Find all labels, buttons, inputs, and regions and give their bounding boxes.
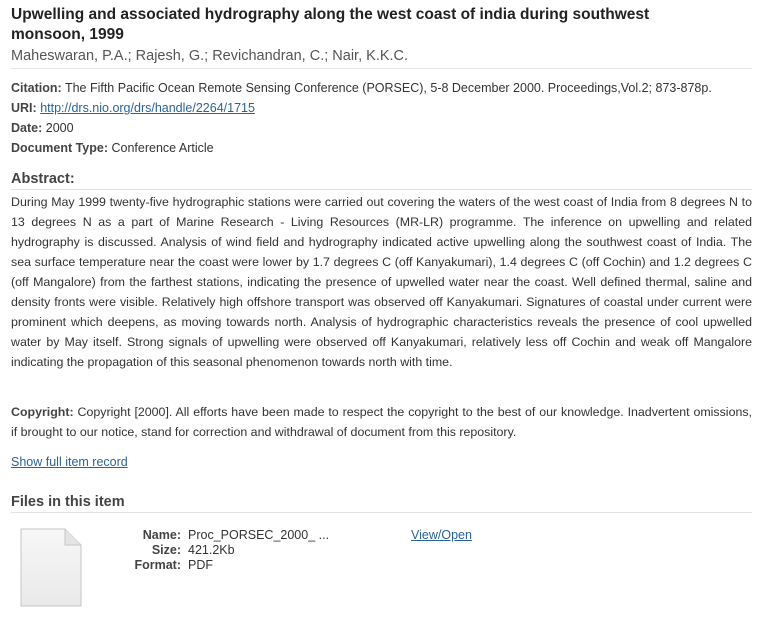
document-type-value: Conference Article bbox=[111, 141, 214, 155]
copyright-text: Copyright [2000]. All efforts have been made to respect the copyright to the best of our knowledge. Inadvertent omissions, if brought to our notice, stand for correction and withdrawal of document from this repository. bbox=[11, 405, 752, 439]
citation-label: Citation: bbox=[11, 81, 62, 95]
date-value: 2000 bbox=[45, 121, 74, 135]
file-format-value: PDF bbox=[188, 558, 213, 572]
document-type-label: Document Type: bbox=[11, 141, 108, 155]
file-size-value: 421.2Kb bbox=[188, 543, 235, 557]
citation-row bbox=[11, 78, 712, 98]
item-authors: Maheswaran, P.A.; Rajesh, G.; Revichandran, C.; Nair, K.K.C. bbox=[11, 48, 409, 64]
abstract-heading: Abstract: bbox=[11, 171, 75, 187]
divider bbox=[11, 189, 752, 190]
document-type-row bbox=[11, 138, 214, 158]
file-format-label: Format: bbox=[134, 558, 181, 572]
uri-label: URI: bbox=[11, 101, 37, 115]
uri-row bbox=[11, 98, 255, 118]
date-row bbox=[11, 118, 74, 138]
citation-value: The Fifth Pacific Ocean Remote Sensing Conference (PORSEC), 5-8 December 2000. Proceedings,Vol.2; 873-878p. bbox=[64, 81, 712, 95]
show-full-record-link[interactable]: Show full item record bbox=[11, 455, 128, 469]
file-name-label-wrap bbox=[120, 528, 181, 543]
files-heading: Files in this item bbox=[11, 494, 125, 510]
divider bbox=[11, 68, 752, 69]
file-format-label-wrap bbox=[120, 558, 181, 573]
file-name-label: Name: bbox=[142, 528, 181, 542]
item-title: Upwelling and associated hydrography along the west coast of india during southwest monsoon, 1999 bbox=[11, 6, 650, 43]
copyright-block bbox=[11, 402, 752, 442]
view-open-link[interactable]: View/Open bbox=[411, 528, 472, 542]
document-icon[interactable] bbox=[19, 528, 83, 608]
file-name-value: Proc_PORSEC_2000_ ... bbox=[188, 528, 330, 542]
divider bbox=[11, 512, 752, 513]
file-size-label: Size: bbox=[151, 543, 181, 557]
file-size-label-wrap bbox=[120, 543, 181, 558]
copyright-label: Copyright: bbox=[11, 405, 74, 419]
abstract-text: During May 1999 twenty-five hydrographic stations were carried out covering the waters of the west coast of India from 8 degrees N to 13 degrees N as a part of Marine Research - Living Resources (MR-LR) programme. The inference on upwelling and related hydrography is discussed. Analysis of wind field and hydrography indicated active upwelling along the southwest coast of India. The sea surface temperature near the coast were lower by 1.7 degrees C (off Kanyakumari), 1.4 degrees C (off Cochin) and 1.2 degrees C (off Mangalore) from the farthest stations, indicating the presence of upwelled water near the coast. Well defined thermal, saline and density fronts were visible. Relatively high offshore transport was observed off Kanyakumari. Signatures of coastal under current were prominent which deepens, as moving towards north. Analysis of hydrographic characteristics reveals the presence of cool upwelled water by May itself. Strong signals of upwelling were observed off Kanyakumari, relatively less off Cochin and weak off Mangalore indicating the propagation of this seasonal phenomenon towards north with time. bbox=[11, 195, 752, 369]
date-label: Date: bbox=[11, 121, 43, 135]
uri-link[interactable]: http://drs.nio.org/drs/handle/2264/1715 bbox=[40, 101, 255, 115]
